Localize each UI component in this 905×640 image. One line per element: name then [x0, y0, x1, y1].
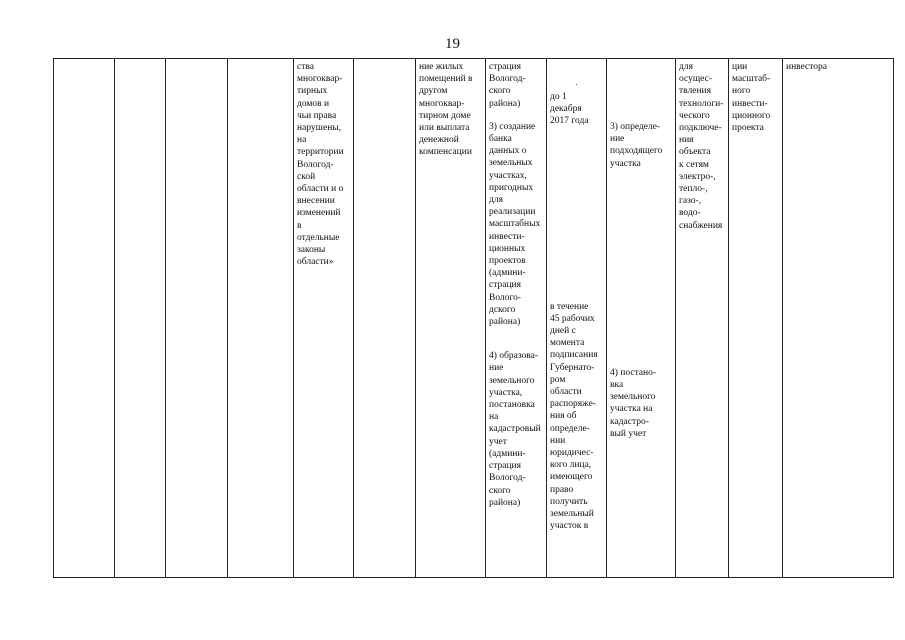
table-cell-purpose	[676, 59, 729, 578]
table-cell-project	[729, 59, 783, 578]
action-item-3: 3) создание банка данных о земельных участках, пригодных для реализации масштабных инвести- ционных проектов (админи- страция Волого- дского района)	[489, 121, 541, 328]
result-3: 3) определе- ние подходящего участка	[610, 122, 663, 169]
stray-mark: .	[575, 78, 578, 87]
table-cell-empty	[354, 59, 416, 578]
action-item-4: 4) образова- ние земельного участка, постановка на кадастровый учет (админи- страция Вологод- ского района)	[489, 351, 541, 508]
table-cell-empty	[166, 59, 228, 578]
measure-text: ние жилых помещений в другом многоквар- тирном доме или выплата денежной компенсации	[419, 62, 473, 158]
result-4: 4) постано- вка земельного участка на кадастро- вый учет	[610, 367, 657, 439]
deadline-4: в течение 45 рабочих дней с момента подписания Губернато- ром области распоряже- ния об определе- нии юридичес- кого лица, имеющего право получить земельный участок в	[550, 301, 598, 532]
table-cell-investor	[783, 59, 894, 578]
project-text: ции масштаб- ного инвести- ционного проекта	[732, 62, 771, 134]
table-cell-actions	[486, 59, 547, 578]
page-number: 19	[445, 36, 460, 52]
action-item-continued: страция Вологод- ского района)	[489, 62, 526, 109]
table-cell-results	[607, 59, 676, 578]
purpose-text: для осущес- твления технологи- ческого подключе- ния объекта к сетям электро-, тепло-, газо-, водо- снабжения	[679, 62, 724, 231]
table-cell-measure	[416, 59, 486, 578]
investor-text: инвестора	[786, 62, 828, 72]
table-cell-deadlines	[547, 59, 607, 578]
table-cell-empty	[228, 59, 294, 578]
law-name-text: ства многоквар- тирных домов и чьи права нарушены, на территории Вологод- ской области и о внесении изменений в отдельные законы области»	[297, 62, 344, 268]
table-cell-empty	[54, 59, 115, 578]
document-table	[53, 58, 894, 578]
deadline-3: до 1 декабря 2017 года	[550, 92, 589, 127]
table-row	[54, 59, 894, 578]
table-cell-empty	[115, 59, 166, 578]
table-cell-law-name	[294, 59, 354, 578]
